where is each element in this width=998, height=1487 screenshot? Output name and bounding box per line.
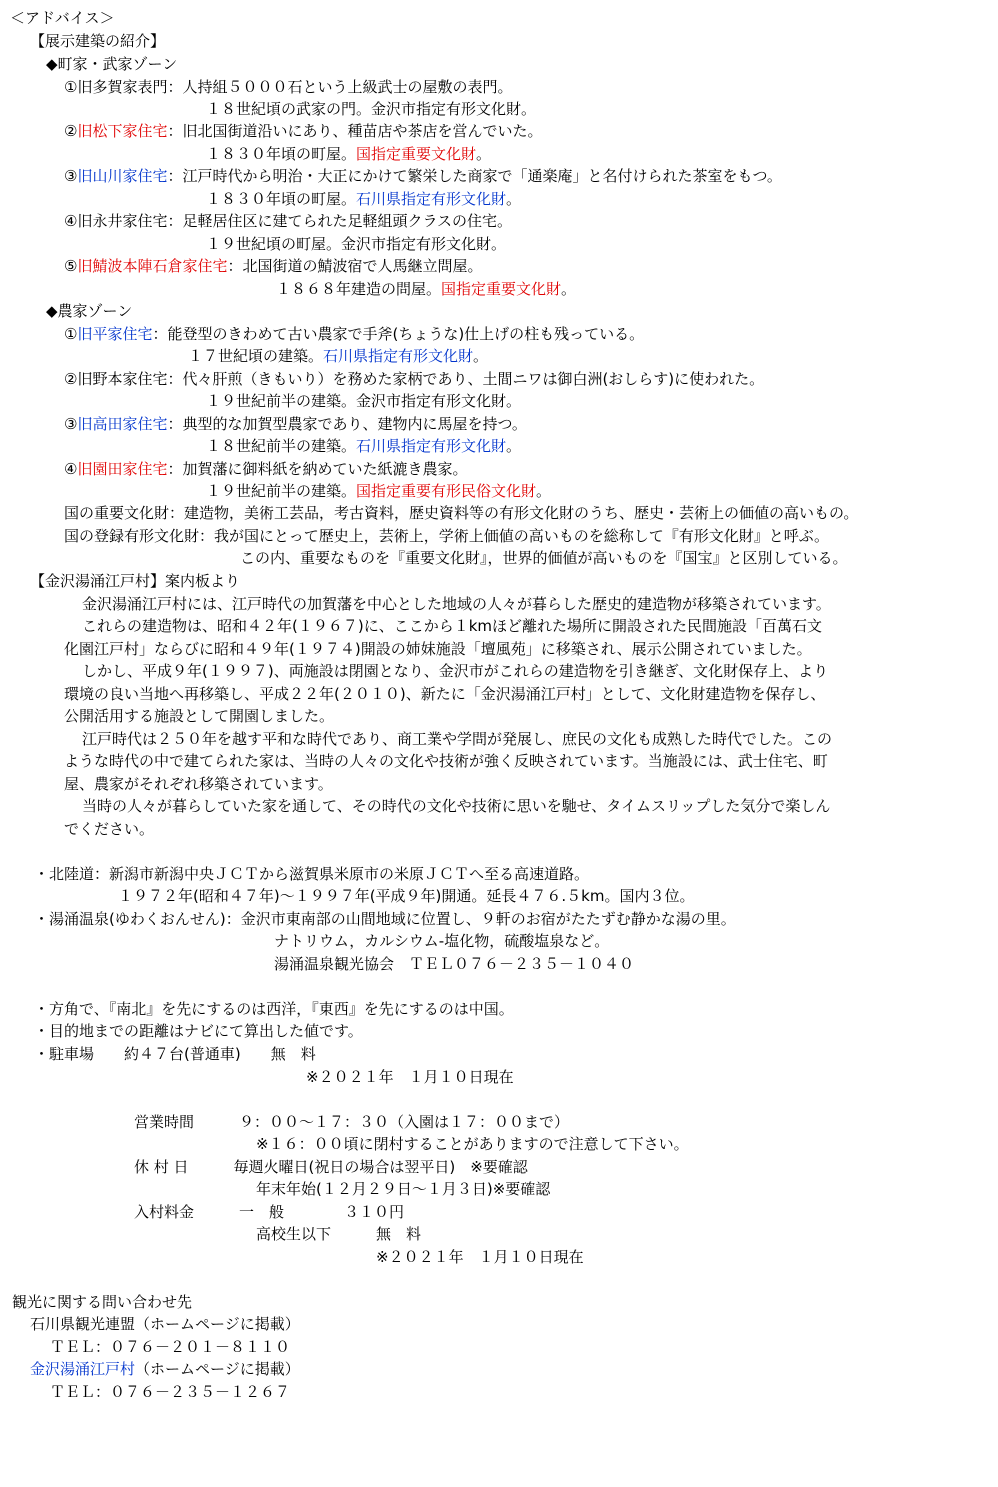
text-segment: 国の登録有形文化財：我が国にとって歴史上，芸術上，学術上価値の高いものを総称して『有形文化財』と呼ぶ。 xyxy=(64,527,830,545)
text-segment: １７世紀頃の建築。 xyxy=(188,347,324,365)
text-segment: 石川県観光連盟（ホームページに掲載） xyxy=(30,1315,300,1333)
text-segment: １９世紀頃の町屋。金沢市指定有形文化財。 xyxy=(206,235,507,253)
text-segment: 観光に関する問い合わせ先 xyxy=(12,1293,193,1311)
text-segment: 。 xyxy=(506,190,522,208)
text-segment: １８６８年建造の問屋。 xyxy=(276,280,442,298)
highlight-red: 旧園田家住宅 xyxy=(77,460,168,478)
text-segment: 。 xyxy=(561,280,577,298)
text-segment: 公開活用する施設として開園しました。 xyxy=(64,707,335,725)
text-segment: 環境の良い当地へ再移築し、平成２２年(２０１０)、新たに「金沢湯涌江戸村」として、文化財建造物を保存し、 xyxy=(64,685,826,703)
text-line xyxy=(64,256,482,276)
text-line xyxy=(34,864,589,884)
text-segment: ※２０２１年 １月１０日現在 xyxy=(306,1068,514,1086)
text-segment: しかし、平成９年(１９９７)、両施設は閉園となり、金沢市がこれらの建造物を引き継ぎ、文化財保存上、より xyxy=(82,662,829,680)
text-line xyxy=(274,954,634,974)
highlight-red: 旧鯖波本陣石倉家住宅 xyxy=(77,257,228,275)
text-line xyxy=(256,1179,550,1199)
highlight-blue: 金沢湯涌江戸村 xyxy=(30,1360,136,1378)
text-segment: ：江戸時代から明治・大正にかけて繁栄した商家で「通楽庵」と名付けられた茶室をもつ。 xyxy=(167,167,782,185)
text-line xyxy=(10,8,115,28)
highlight-red: 国指定重要有形民俗文化財 xyxy=(356,482,537,500)
text-line xyxy=(276,279,576,299)
text-segment: 営業時間 ９：００～１７：３０（入園は１７：００まで） xyxy=(134,1113,570,1131)
text-line xyxy=(206,391,521,411)
text-segment: 江戸時代は２５０年を越す平和な時代であり、商工業や学問が発展し、庶民の文化も成熟した時代でした。この xyxy=(82,730,833,748)
highlight-blue: 石川県指定有形文化財 xyxy=(323,347,474,365)
text-line xyxy=(82,594,831,614)
text-segment: ◆農家ゾーン xyxy=(46,302,133,320)
text-segment: ①旧多賀家表門：人持組５０００石という上級武士の屋敷の表門。 xyxy=(64,78,513,96)
highlight-blue: 旧平家住宅 xyxy=(77,325,153,343)
text-line xyxy=(64,414,527,434)
text-segment: ＜アドバイス＞ xyxy=(10,9,115,27)
text-segment: ・北陸道：新潟市新潟中央ＪＣＴから滋賀県米原市の米原ＪＣＴへ至る高速道路。 xyxy=(34,865,590,883)
text-segment: 。 xyxy=(506,437,522,455)
highlight-blue: 旧高田家住宅 xyxy=(77,415,168,433)
text-segment: ・駐車場 約４７台(普通車) 無 料 xyxy=(34,1045,316,1063)
highlight-red: 旧松下家住宅 xyxy=(77,122,168,140)
text-segment: 入村料金 一 般 ３１０円 xyxy=(134,1203,405,1221)
text-line xyxy=(50,1382,290,1402)
text-line xyxy=(64,459,467,479)
text-line xyxy=(82,729,832,749)
text-segment: でください。 xyxy=(64,820,155,838)
text-segment: 年末年始(１２月２９日～１月３日)※要確認 xyxy=(256,1180,551,1198)
text-line xyxy=(206,481,551,501)
text-segment: 湯涌温泉観光協会 ＴＥＬ０７６－２３５－１０４０ xyxy=(274,955,635,973)
text-segment: ような時代の中で建てられた家は、当時の人々の文化や技術が強く反映されています。当施設には、武士住宅、町 xyxy=(64,752,828,770)
text-line xyxy=(82,796,830,816)
text-segment: これらの建造物は、昭和４２年(１９６７)に、ここから１kmほど離れた場所に開設された民間施設「百萬石文 xyxy=(82,617,823,635)
text-line xyxy=(34,1044,316,1064)
text-segment: ・湯涌温泉(ゆわくおんせん)：金沢市東南部の山間地域に位置し、９軒のお宿がたたずむ静かな湯の里。 xyxy=(34,910,736,928)
text-segment: 【金沢湯涌江戸村】案内板より xyxy=(30,572,241,590)
text-line xyxy=(206,436,521,456)
text-segment: ・目的地までの距離はナビにて算出した値です。 xyxy=(34,1022,363,1040)
text-segment: ◆町家・武家ゾーン xyxy=(46,55,178,73)
text-segment: ＴＥＬ：０７６－２３５－１２６７ xyxy=(50,1383,291,1401)
text-line xyxy=(34,909,736,929)
text-segment: ＴＥＬ：０７６－２０１－８１１０ xyxy=(50,1338,291,1356)
text-segment: 当時の人々が暮らしていた家を通して、その時代の文化や技術に思いを馳せ、タイムスリップした気分で楽しん xyxy=(82,797,831,815)
text-line xyxy=(30,571,240,591)
text-segment: 。 xyxy=(476,145,492,163)
text-segment: ③ xyxy=(64,415,78,433)
text-line xyxy=(64,639,812,659)
text-segment: ・方角で、『南北』を先にするのは西洋，『東西』を先にするのは中国。 xyxy=(34,1000,514,1018)
text-segment: 高校生以下 無 料 xyxy=(256,1225,422,1243)
highlight-red: 国指定重要文化財 xyxy=(441,280,562,298)
text-line xyxy=(64,819,154,839)
text-line xyxy=(46,301,132,321)
text-line xyxy=(134,1157,528,1177)
text-line xyxy=(240,548,848,568)
text-segment: １８世紀頃の武家の門。金沢市指定有形文化財。 xyxy=(206,100,537,118)
highlight-blue: 石川県指定有形文化財 xyxy=(356,190,507,208)
text-line xyxy=(34,999,514,1019)
text-line xyxy=(274,931,609,951)
text-segment: 。 xyxy=(473,347,489,365)
text-line xyxy=(64,503,858,523)
text-line xyxy=(64,324,644,344)
text-segment: １９世紀前半の建築。金沢市指定有形文化財。 xyxy=(206,392,522,410)
text-line xyxy=(82,661,828,681)
text-line xyxy=(46,54,177,74)
text-line xyxy=(64,751,828,771)
text-segment: （ホームページに掲載） xyxy=(135,1360,300,1378)
text-line xyxy=(64,121,542,141)
text-line xyxy=(82,616,822,636)
text-segment: ① xyxy=(64,325,78,343)
text-line xyxy=(64,369,764,389)
text-segment: 【展示建築の紹介】 xyxy=(30,32,166,50)
text-line xyxy=(64,77,512,97)
text-segment: 国の重要文化財：建造物，美術工芸品，考古資料，歴史資料等の有形文化財のうち、歴史・芸術上の価値の高いもの。 xyxy=(64,504,859,522)
text-line xyxy=(206,99,536,119)
highlight-blue: 石川県指定有形文化財 xyxy=(356,437,507,455)
text-line xyxy=(256,1134,689,1154)
text-line xyxy=(64,166,782,186)
text-line xyxy=(64,211,512,231)
text-segment: ④ xyxy=(64,460,78,478)
text-line xyxy=(30,1359,300,1379)
text-segment: ：北国街道の鯖波宿で人馬継立問屋。 xyxy=(227,257,483,275)
text-segment: 屋、農家がそれぞれ移築されています。 xyxy=(64,775,333,793)
text-line xyxy=(64,684,825,704)
text-segment: ⑤ xyxy=(64,257,78,275)
text-segment: ：加賀藩に御料紙を納めていた紙漉き農家。 xyxy=(167,460,468,478)
text-segment: ②旧野本家住宅：代々肝煎（きもいり）を務めた家柄であり、土間ニワは御白洲(おしらす)に使われた。 xyxy=(64,370,765,388)
text-line xyxy=(206,189,521,209)
text-segment: この内、重要なものを『重要文化財』，世界的価値が高いものを『国宝』と区別している。 xyxy=(240,549,848,567)
text-line xyxy=(306,1067,514,1087)
text-line xyxy=(188,346,488,366)
text-line xyxy=(134,1202,404,1222)
text-line xyxy=(50,1337,290,1357)
text-segment: １８世紀前半の建築。 xyxy=(206,437,357,455)
text-line xyxy=(134,1112,569,1132)
text-line xyxy=(118,886,694,906)
text-segment: ※２０２１年 １月１０日現在 xyxy=(376,1248,584,1266)
text-line xyxy=(206,234,506,254)
text-line xyxy=(206,144,491,164)
text-segment: 休 村 日 毎週火曜日(祝日の場合は翌平日) ※要確認 xyxy=(134,1158,528,1176)
highlight-blue: 旧山川家住宅 xyxy=(77,167,168,185)
text-segment: 金沢湯涌江戸村には、江戸時代の加賀藩を中心とした地域の人々が暮らした歴史的建造物が移築されています。 xyxy=(82,595,831,613)
text-segment: ：能登型のきわめて古い農家で手斧(ちょうな)仕上げの柱も残っている。 xyxy=(152,325,645,343)
text-segment: １８３０年頃の町屋。 xyxy=(206,145,357,163)
text-line xyxy=(64,706,334,726)
text-segment: １８３０年頃の町屋。 xyxy=(206,190,357,208)
text-line xyxy=(376,1247,584,1267)
text-segment: ：旧北国街道沿いにあり、種苗店や茶店を営んでいた。 xyxy=(167,122,543,140)
text-line xyxy=(64,526,829,546)
text-line xyxy=(12,1292,192,1312)
text-segment: １９７２年(昭和４７年)～１９９７年(平成９年)開通。延長４７６.５km。国内３位。 xyxy=(118,887,695,905)
highlight-red: 国指定重要文化財 xyxy=(356,145,477,163)
text-segment: 化園江戸村」ならびに昭和４９年(１９７４)開設の姉妹施設「壇風苑」に移築され、展示公開されていました。 xyxy=(64,640,812,658)
text-segment: 。 xyxy=(536,482,552,500)
text-segment: ③ xyxy=(64,167,78,185)
text-line xyxy=(256,1224,421,1244)
text-segment: ナトリウム，カルシウム-塩化物，硫酸塩泉など。 xyxy=(274,932,610,950)
text-segment: ④旧永井家住宅：足軽居住区に建てられた足軽組頭クラスの住宅。 xyxy=(64,212,513,230)
text-line xyxy=(30,1314,300,1334)
text-line xyxy=(30,31,165,51)
text-segment: ※１６：００頃に閉村することがありますので注意して下さい。 xyxy=(256,1135,689,1153)
text-segment: １９世紀前半の建築。 xyxy=(206,482,357,500)
text-line xyxy=(64,774,333,794)
text-segment: ② xyxy=(64,122,78,140)
text-segment: ：典型的な加賀型農家であり、建物内に馬屋を持つ。 xyxy=(167,415,527,433)
text-line xyxy=(34,1021,363,1041)
